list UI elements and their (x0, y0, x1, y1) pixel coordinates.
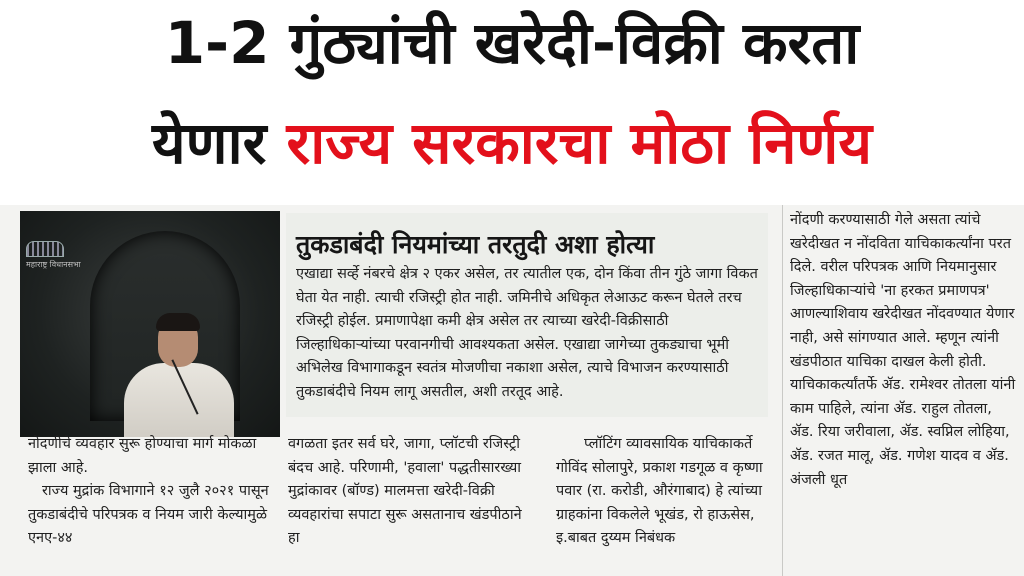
logo-caption: महाराष्ट्र विधानसभा (26, 260, 81, 269)
newspaper-clipping (0, 205, 1024, 576)
headline-line-2 (0, 108, 1024, 178)
bottom-column-1-para-1: नोंदणीचे व्यवहार सुरू होण्याचा मार्ग मोकळा झाला आहे. (28, 436, 257, 476)
assembly-video-frame (20, 211, 280, 437)
provisions-title: तुकडाबंदी नियमांच्या तरतुदी अशा होत्या (296, 230, 655, 259)
bottom-column-2: वगळता इतर सर्व घरे, जागा, प्लॉटची रजिस्ट्री बंदच आहे. परिणामी, 'हवाला' पद्धतीसारख्या मुद्रांकावर (बॉण्ड) मालमत्ता खरेदी-विक्री व्यवहारांचा सपाटा सुरू असतानाच खंडपीठाने हा (288, 436, 522, 547)
column-divider (782, 205, 783, 576)
bottom-column-1-para-2: राज्य मुद्रांक विभागाने १२ जुलै २०२१ पासून तुकडाबंदीचे परिपत्रक व नियम जारी केल्यामुळे एनए-४४ (28, 483, 269, 547)
speaker-hair (156, 313, 200, 331)
right-column-text: नोंदणी करण्यासाठी गेले असता त्यांचे खरेदीखत न नोंदविता याचिकाकर्त्यांना परत दिले. वरील परिपत्रक आणि नियमानुसार जिल्हाधिकाऱ्यांचे 'ना हरकत प्रमाणपत्र' आणल्याशिवाय खरेदीखत नोंदवण्यात येणार नाही, असे सांगण्यात आले. म्हणून त्यांनी खंडपीठात याचिका दाखल केली होती. याचिकाकर्त्यांतर्फे ॲड. रामेश्वर तोतला यांनी काम पाहिले, त्यांना ॲड. राहुल तोतला, ॲड. रिया जरीवाला, ॲड. स्वप्निल लोहिया, ॲड. रजत मालू, ॲड. गणेश यादव व ॲड. अंजली धूत (790, 212, 1016, 488)
headline-banner (0, 0, 1024, 205)
headline-red-text: राज्य सरकारचा मोठा निर्णय (286, 109, 872, 177)
provisions-box (286, 213, 768, 417)
bottom-column-3: प्लॉटिंग व्यावसायिक याचिकाकर्ते गोविंद सोलापुरे, प्रकाश गडगूळ व कृष्णा पवार (रा. करोडी, औरंगाबाद) हे त्यांच्या ग्राहकांना विकलेले भूखंड, रो हाऊसेस, इ.बाबत दुय्यम निबंधक (556, 436, 763, 547)
provisions-body: एखाद्या सर्व्हे नंबरचे क्षेत्र २ एकर असेल, तर त्यातील एक, दोन किंवा तीन गुंठे जागा विकत घेता येत नाही. त्याची रजिस्ट्री होत नाही. जमिनीचे अधिकृत लेआऊट करून घेतले तरच रजिस्ट्री होईल. प्रमाणापेक्षा कमी क्षेत्र असेल तर त्याच्या खरेदी-विक्रीसाठी जिल्हाधिकार्‍यांच्या परवानगीची आवश्यकता असेल. एखाद्या जागेच्या तुकड्याचा भूमी अभिलेख विभागाकडून स्वतंत्र मोजणीचा नकाशा असेल, त्याचे विभाजन करण्यासाठी तुकडाबंदीचे नियम लागू असतील, अशी तरतूद आहे. (296, 266, 758, 400)
vidhan-bhavan-icon (26, 241, 64, 257)
headline-black-text: येणार (152, 109, 267, 177)
speaker-figure (124, 307, 274, 437)
assembly-logo (26, 241, 81, 275)
bottom-column-1 (28, 433, 274, 551)
headline-line-1: 1-2 गुंठ्यांची खरेदी-विक्री करता (164, 9, 860, 77)
